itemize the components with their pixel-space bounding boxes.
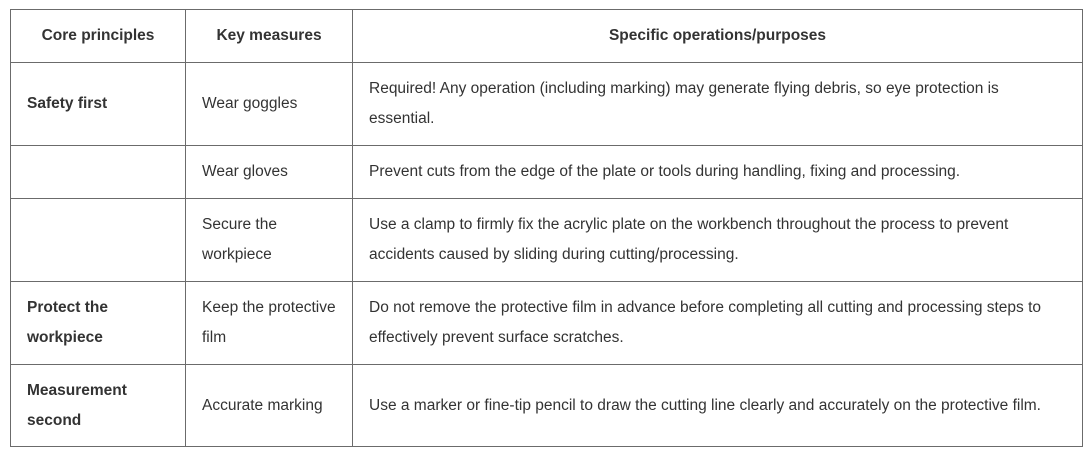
operation-cell: Use a clamp to firmly fix the acrylic plate on the workbench throughout the process to prevent accidents caused by sliding during cutting/processing.	[353, 199, 1083, 282]
measure-cell: Wear gloves	[186, 146, 353, 199]
operation-cell: Do not remove the protective film in advance before completing all cutting and processing steps to effectively prevent surface scratches.	[353, 282, 1083, 365]
principle-cell	[11, 146, 186, 199]
table-row	[11, 282, 1083, 365]
header-specific-operations: Specific operations/purposes	[353, 10, 1083, 63]
measure-cell: Keep the protective film	[186, 282, 353, 365]
operation-cell: Use a marker or fine-tip pencil to draw the cutting line clearly and accurately on the protective film.	[353, 365, 1083, 447]
principle-cell: Safety first	[11, 63, 186, 146]
principle-cell	[11, 199, 186, 282]
table-row	[11, 63, 1083, 146]
principle-cell: Protect the workpiece	[11, 282, 186, 365]
table-header-row	[11, 10, 1083, 63]
measure-cell: Wear goggles	[186, 63, 353, 146]
principles-table	[10, 9, 1083, 447]
operation-cell: Required! Any operation (including marking) may generate flying debris, so eye protection is essential.	[353, 63, 1083, 146]
table-row	[11, 199, 1083, 282]
measure-cell: Secure the workpiece	[186, 199, 353, 282]
table-row	[11, 365, 1083, 447]
header-core-principles: Core principles	[11, 10, 186, 63]
header-key-measures: Key measures	[186, 10, 353, 63]
table-row	[11, 146, 1083, 199]
operation-cell: Prevent cuts from the edge of the plate or tools during handling, fixing and processing.	[353, 146, 1083, 199]
measure-cell: Accurate marking	[186, 365, 353, 447]
principle-cell: Measurement second	[11, 365, 186, 447]
